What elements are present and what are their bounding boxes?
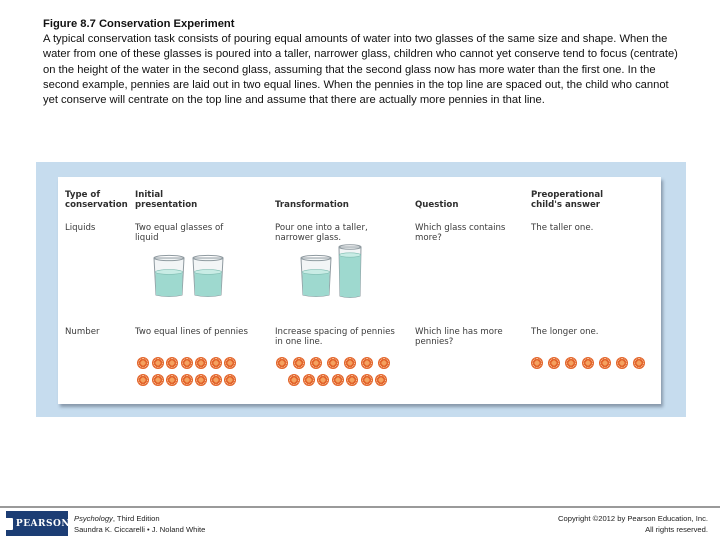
penny-row-compact xyxy=(288,374,390,386)
footer-divider xyxy=(0,506,720,508)
penny-icon xyxy=(152,357,164,369)
penny-icon xyxy=(361,357,373,369)
row-liquids-answer: The taller one. xyxy=(531,223,594,233)
initial-pennies xyxy=(137,357,236,386)
row-liquids-initial: Two equal glasses of liquid xyxy=(135,223,224,243)
pearson-logo xyxy=(6,511,71,536)
penny-icon xyxy=(317,374,329,386)
book-authors: Saundra K. Ciccarelli • J. Noland White xyxy=(74,525,206,534)
penny-icon xyxy=(582,357,594,369)
pearson-logo-icon xyxy=(4,518,13,530)
transformed-pennies xyxy=(274,357,390,386)
penny-row-spread xyxy=(276,357,390,369)
penny-icon xyxy=(565,357,577,369)
header-initial: Initial presentation xyxy=(135,190,198,210)
penny-icon xyxy=(210,357,222,369)
penny-icon xyxy=(195,374,207,386)
rights-text: All rights reserved. xyxy=(645,525,708,534)
penny-icon xyxy=(181,374,193,386)
row-liquids-question: Which glass contains more? xyxy=(415,223,506,243)
penny-icon xyxy=(633,357,645,369)
conservation-figure xyxy=(58,177,661,404)
penny-row-top xyxy=(137,357,236,369)
logo-text: PEARSON xyxy=(15,518,71,529)
penny-icon xyxy=(166,357,178,369)
penny-icon xyxy=(616,357,628,369)
header-answer: Preoperational child's answer xyxy=(531,190,604,210)
row-number-type: Number xyxy=(65,327,100,337)
glass-icon xyxy=(151,254,187,298)
penny-icon xyxy=(166,374,178,386)
book-title: Psychology xyxy=(74,514,113,523)
glass-icon xyxy=(190,254,226,298)
tall-glass-icon xyxy=(336,243,364,299)
row-number-initial: Two equal lines of pennies xyxy=(135,327,248,337)
book-edition: , Third Edition xyxy=(112,514,160,523)
header-question: Question xyxy=(415,200,459,210)
penny-icon xyxy=(276,357,288,369)
answer-pennies xyxy=(531,357,645,369)
figure-frame xyxy=(36,162,686,417)
penny-icon xyxy=(288,374,300,386)
penny-icon xyxy=(375,374,387,386)
penny-icon xyxy=(224,374,236,386)
row-number-question: Which line has more pennies? xyxy=(415,327,503,347)
glass-icon xyxy=(298,254,334,298)
penny-row-bottom xyxy=(137,374,236,386)
penny-icon xyxy=(344,357,356,369)
figure-caption xyxy=(43,17,683,108)
penny-icon xyxy=(293,357,305,369)
penny-icon xyxy=(152,374,164,386)
row-liquids-type: Liquids xyxy=(65,223,96,233)
footer-copyright xyxy=(558,513,708,535)
penny-icon xyxy=(181,357,193,369)
header-transformation: Transformation xyxy=(275,200,349,210)
caption-body: A typical conservation task consists of pouring equal amounts of water into two glasses of the same size and shape. When the water from one of these glasses is poured into a taller, narrower glass, children who cannot yet conserve tend to focus (centrate) on the height of the water in the second glass, assuming that the second glass now has more water than the first one. In the second example, pennies are laid out in two equal lines. When the pennies in the top line are spaced out, the child who cannot yet conserve will centrate on the top line and assume that there are actually more pennies in that line. xyxy=(43,33,678,107)
penny-icon xyxy=(548,357,560,369)
penny-icon xyxy=(531,357,543,369)
penny-icon xyxy=(346,374,358,386)
penny-row-longer xyxy=(531,357,645,369)
penny-icon xyxy=(599,357,611,369)
penny-icon xyxy=(195,357,207,369)
footer-citation xyxy=(74,513,205,535)
penny-icon xyxy=(137,357,149,369)
penny-icon xyxy=(210,374,222,386)
penny-icon xyxy=(327,357,339,369)
row-number-transformation: Increase spacing of pennies in one line. xyxy=(275,327,395,347)
penny-icon xyxy=(332,374,344,386)
penny-icon xyxy=(378,357,390,369)
penny-icon xyxy=(303,374,315,386)
penny-icon xyxy=(137,374,149,386)
copyright-text: Copyright ©2012 by Pearson Education, Inc. xyxy=(558,514,708,523)
penny-icon xyxy=(310,357,322,369)
header-type: Type of conservation xyxy=(65,190,128,210)
caption-title: Figure 8.7 Conservation Experiment xyxy=(43,18,235,30)
penny-icon xyxy=(361,374,373,386)
row-number-answer: The longer one. xyxy=(531,327,599,337)
penny-icon xyxy=(224,357,236,369)
row-liquids-transformation: Pour one into a taller, narrower glass. xyxy=(275,223,368,243)
